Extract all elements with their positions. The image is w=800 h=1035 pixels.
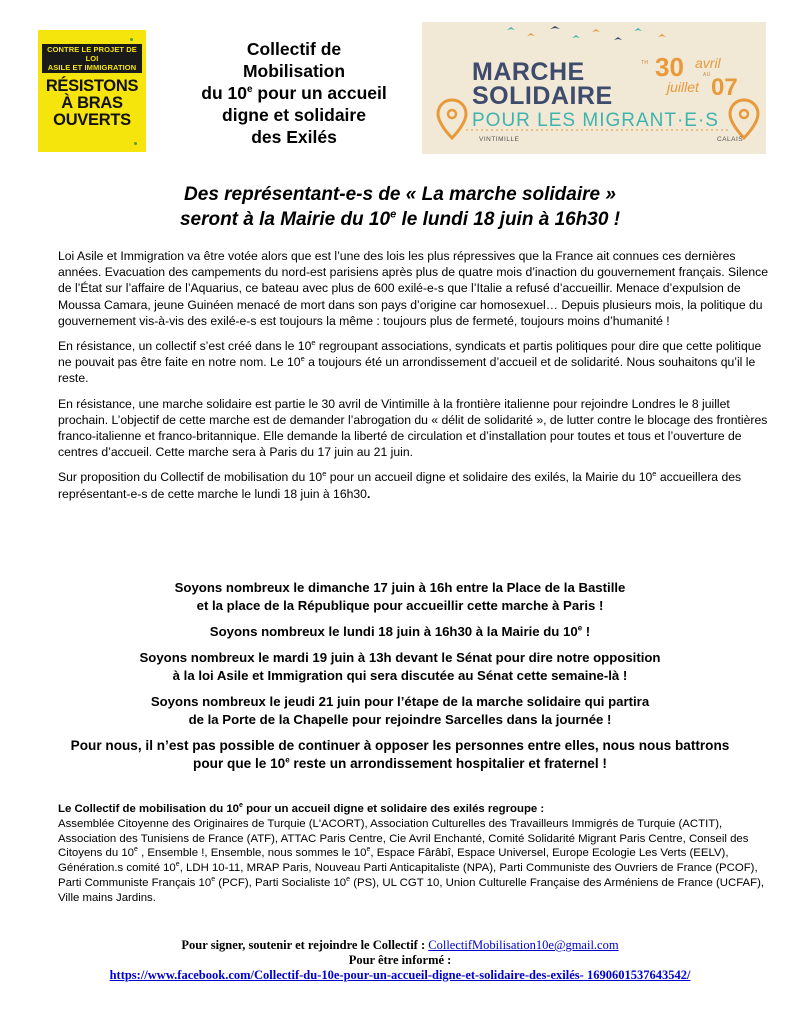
calls-to-action — [40, 579, 760, 781]
paragraph-proposition: Sur proposition du Collectif de mobilisation du 10e pour un accueil digne et solidaire des exilés, la Mairie du 10e accueillera des représentant-e-s de cette marche le lundi 18 juin à 16h30. — [58, 469, 742, 501]
bird-icon — [634, 28, 642, 31]
title-line5: des Exilés — [251, 127, 337, 147]
logo-big-line3: OUVERTS — [53, 111, 131, 129]
call-bastille: Soyons nombreux le dimanche 17 juin à 16h entre la Place de la Bastille et la place de la République pour accueillir cette marche à Paris ! — [174, 580, 626, 613]
banner-month-start: avril — [695, 55, 721, 71]
title-line3: du 10e pour un accueil — [201, 83, 387, 103]
logo-big-line2: À BRAS — [61, 94, 123, 112]
call-chapelle: Soyons nombreux le jeudi 21 juin pour l’étape de la marche solidaire qui partira de la Porte de la Chapelle pour rejoindre Sarcelles dans la journée ! — [150, 694, 650, 727]
logo-top-line2: ASILE ET IMMIGRATION — [47, 63, 137, 72]
bird-icon — [592, 29, 600, 32]
footer-url-line — [40, 968, 760, 983]
footer — [40, 938, 760, 982]
headline-line1: Des représentant-e-s de « La marche solidaire » — [184, 184, 616, 205]
headline-line2: seront à la Mairie du 10e le lundi 18 juin à 16h30 ! — [179, 208, 621, 230]
members-text: Assemblée Citoyenne des Originaires de Turquie (L'ACORT), Association Culturelles des Travailleurs Immigrés de Turquie (ACTIT), Association des Tunisiens de France (ATF), ATTAC Paris Centre, Cie Avril Enchanté, Comité Solidarité Migrant Paris Centre, Conseil des Citoyens du 10e , Ensemble !, Ensemble, nous sommes le 10e, Espace Fârâbî, Espace Universel, Europe Ecologie Les Verts (EELV), Génération.s comité 10e, LDH 10-11, MRAP Paris, Nouveau Parti Anticapitaliste (NPA), Parti Communiste des Ouvriers de France (PCOF), Parti Communiste Français 10e (PCF), Parti Socialiste 10e (PS), UL CGT 10, Union Culturelle Française des Arméniens de France (UCFAF), Ville mains Jardins. — [58, 817, 765, 904]
banner-month-end: juillet — [667, 79, 699, 95]
footer-inform-label: Pour être informé : — [348, 952, 452, 967]
bird-icon — [658, 34, 666, 37]
banner-marche: MARCHE — [472, 58, 585, 86]
title-line4: digne et solidaire — [222, 105, 366, 125]
bird-icon — [550, 26, 560, 29]
logo-top-line1: CONTRE LE PROJET DE LOI — [47, 45, 137, 63]
banner-city-end: CALAIS — [717, 136, 744, 143]
email-link[interactable]: CollectifMobilisation10e@gmail.com — [428, 938, 619, 952]
bird-icon — [527, 33, 535, 36]
logo-dot-icon — [130, 38, 133, 41]
banner-au: AU — [703, 72, 711, 78]
logo-top-box — [42, 44, 142, 73]
body-text — [58, 248, 770, 511]
bird-icon — [572, 35, 580, 38]
call-conclusion: Pour nous, il n’est pas possible de continuer à opposer les personnes entre elles, nous nous battrons pour que le 10e reste un arrondissement hospitalier et fraternel ! — [70, 738, 730, 771]
banner-pour-les-migrants: POUR LES MIGRANT·E·S — [472, 110, 719, 131]
banner-solidaire: SOLIDAIRE — [472, 82, 613, 110]
resistons-logo — [38, 30, 146, 152]
paragraph-intro: Loi Asile et Immigration va être votée alors que est l’une des lois les plus répressives que la France ait connues ces dernières années. Evacuation des campements du nord-est parisiens après plus de quatre mois d’inaction du gouvernement français. Silence de l’État sur l’affaire de l’Aquarius, ce bateau avec plus de 600 exilé-e-s que l’Italie a refusé d’accueillir. Menace d’expulsion de Moussa Camara, jeune Guinéen menacé de mort dans son pays d’origine car homosexuel… Depuis plusieurs mois, la politique du gouvernement vis-à-vis des exilé-e-s est toujours la même : toujours plus de fermeté, toujours moins d’humanité ! — [58, 249, 768, 328]
members-heading: Le Collectif de mobilisation du 10e pour un accueil digne et solidaire des exilés regroupe : — [58, 802, 545, 815]
title-line2: Mobilisation — [242, 61, 346, 81]
banner-th: TH — [641, 60, 649, 66]
marche-solidaire-banner — [422, 22, 766, 154]
logo-slogan — [42, 78, 142, 129]
banner-city-start: VINTIMILLE — [479, 136, 520, 143]
headline — [40, 182, 760, 232]
bird-icon — [507, 27, 515, 30]
call-mairie: Soyons nombreux le lundi 18 juin à 16h30 à la Mairie du 10e ! — [209, 623, 591, 639]
members-list — [58, 802, 770, 906]
banner-day-end: 07 — [711, 74, 738, 101]
paragraph-collectif: En résistance, un collectif s’est créé dans le 10e regroupant associations, syndicats et partis politiques pour dire que cette politique ne pouvait pas être faite en notre nom. Le 10e a toujours été un arrondissement d’accueil et de solidarité. Nous souhaitons qu’il le reste. — [58, 337, 762, 386]
title-line1: Collectif de — [246, 39, 342, 59]
call-senat: Soyons nombreux le mardi 19 juin à 13h devant le Sénat pour dire notre opposition à la loi Asile et Immigration qui sera discutée au Sénat cette semaine-là ! — [139, 650, 661, 683]
facebook-link[interactable]: https://www.facebook.com/Collectif-du-10e-pour-un-accueil-digne-et-solidaire-des-exilés- 1690601537643542/ — [109, 967, 691, 982]
banner-day-start: 30 — [655, 52, 684, 82]
collectif-title — [178, 38, 410, 148]
footer-sign-line: Pour signer, soutenir et rejoindre le Collectif : CollectifMobilisation10e@gmail.com — [181, 938, 619, 952]
paragraph-marche: En résistance, une marche solidaire est partie le 30 avril de Vintimille à la frontière italienne pour rejoindre Londres le 8 juillet prochain. L’objectif de cette marche est de demander l’abrogation du « délit de solidarité », de lutter contre le blocage des frontières franco-italienne et franco-britannique. Elle demande la liberté de circulation et d’installation pour toutes et tous et l’ouverture de centres d’accueil. Cette marche sera à Paris du 17 juin au 21 juin. — [58, 396, 768, 460]
logo-big-line1: RÉSISTONS — [45, 77, 139, 95]
logo-dot-icon — [134, 142, 137, 145]
bird-icon — [614, 37, 622, 40]
